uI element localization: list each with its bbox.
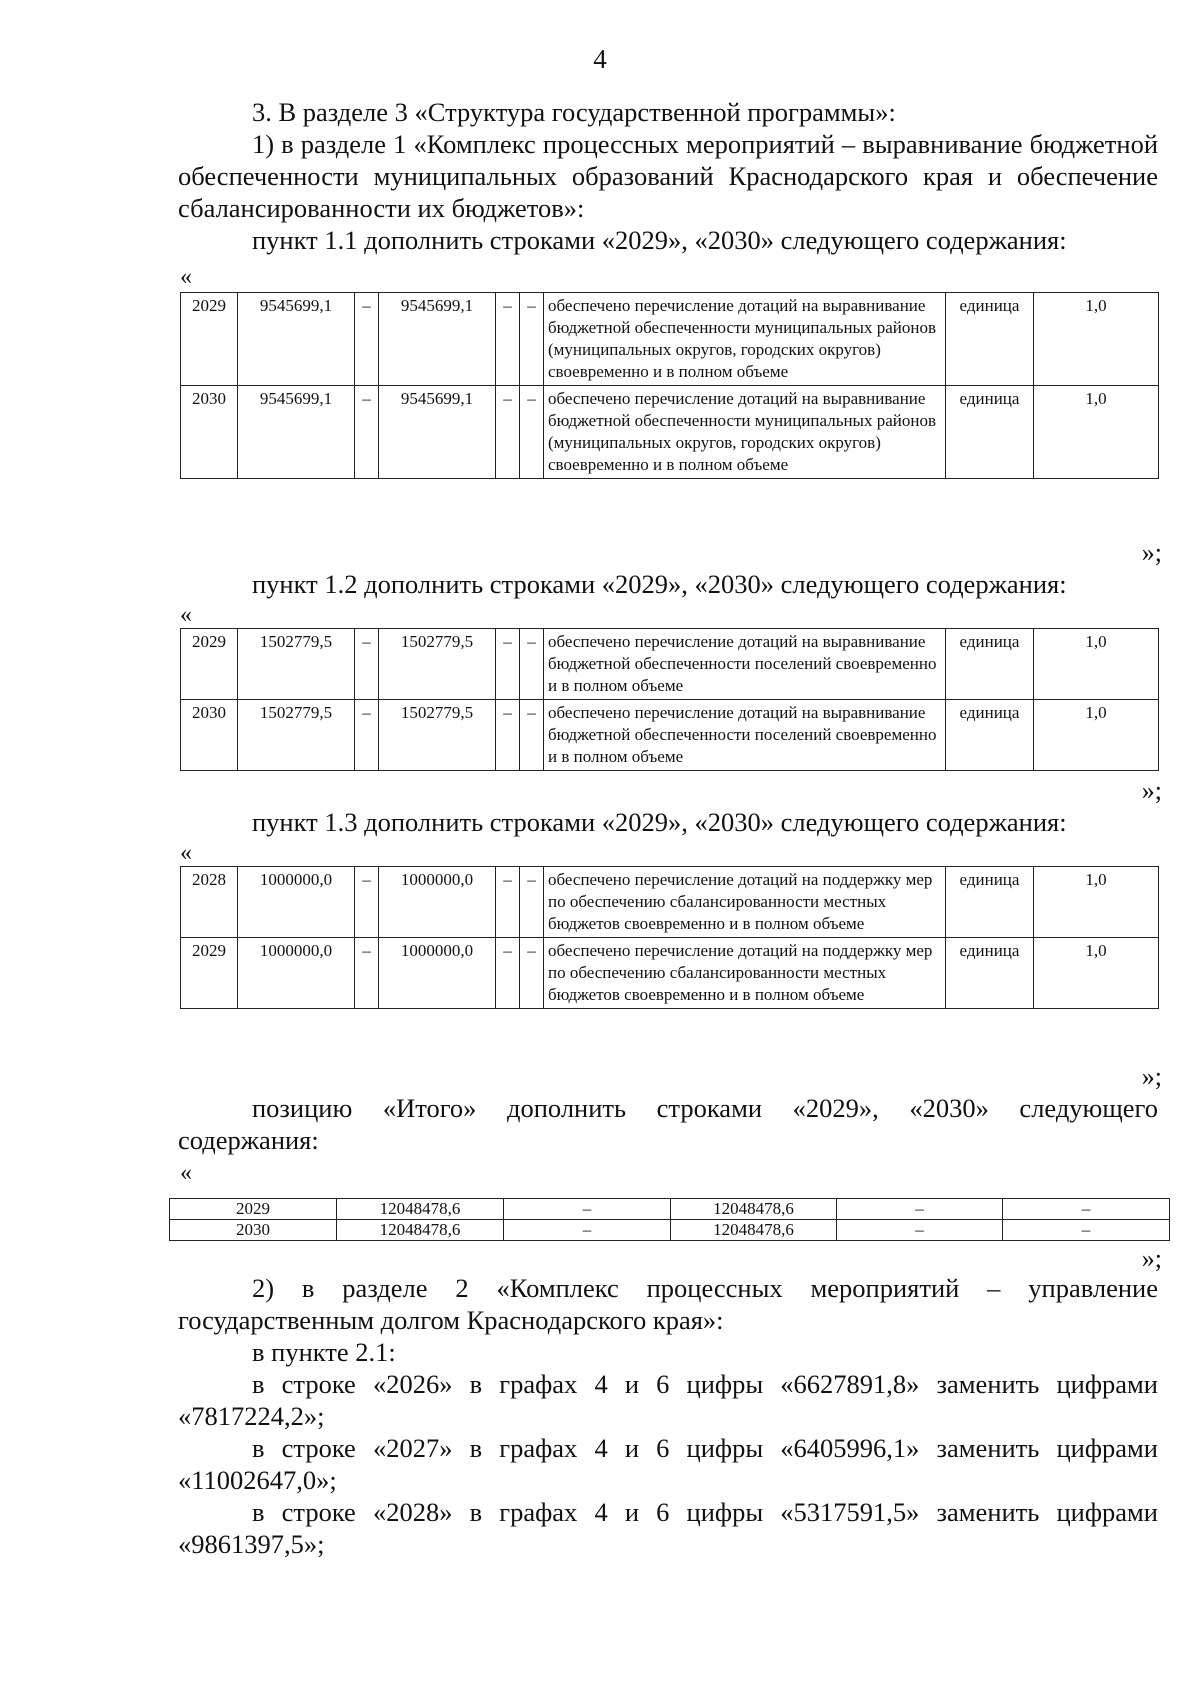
cell-year: 2029 (181, 629, 238, 700)
cell-year: 2030 (170, 1220, 337, 1241)
cell-col3: – (355, 293, 379, 386)
cell-col3: – (355, 386, 379, 479)
cell-col6: – (1003, 1220, 1170, 1241)
cell-year: 2030 (181, 386, 238, 479)
cell-total: 12048478,6 (337, 1220, 504, 1241)
cell-year: 2030 (181, 700, 238, 771)
cell-col3: – (355, 629, 379, 700)
cell-col3: – (355, 867, 379, 938)
cell-col5: – (496, 938, 520, 1009)
cell-total: 1502779,5 (238, 629, 355, 700)
cell-unit: единица (946, 629, 1034, 700)
table-item-1-2 (180, 628, 1159, 771)
table-row (181, 938, 1159, 1009)
cell-col5: – (496, 867, 520, 938)
cell-col3: – (355, 938, 379, 1009)
cell-col4: 1502779,5 (379, 700, 496, 771)
table-row (181, 629, 1159, 700)
item-1-3-text: пункт 1.3 дополнить строками «2029», «2030» следующего содержания: (252, 807, 1067, 837)
cell-col4: 12048478,6 (671, 1220, 837, 1241)
cell-col4: 9545699,1 (379, 386, 496, 479)
close-quote: »; (1141, 1062, 1162, 1091)
cell-year: 2029 (181, 938, 238, 1009)
cell-col6: – (520, 386, 544, 479)
cell-value: 1,0 (1034, 867, 1159, 938)
cell-col5: – (837, 1220, 1003, 1241)
close-quote: »; (1141, 776, 1162, 805)
cell-col6: – (1003, 1199, 1170, 1220)
cell-col4: 1000000,0 (379, 867, 496, 938)
cell-total: 9545699,1 (238, 386, 355, 479)
cell-value: 1,0 (1034, 938, 1159, 1009)
cell-col4: 9545699,1 (379, 293, 496, 386)
cell-total: 1000000,0 (238, 938, 355, 1009)
cell-col4: 1502779,5 (379, 629, 496, 700)
cell-year: 2028 (181, 867, 238, 938)
cell-col3: – (504, 1220, 671, 1241)
table-item-1-1 (180, 292, 1159, 479)
cell-col4: 12048478,6 (671, 1199, 837, 1220)
table-row (170, 1199, 1170, 1220)
cell-description: обеспечено перечисление дотаций на выравнивание бюджетной обеспеченности поселений своевременно и в полном объеме (544, 700, 946, 771)
table-row (181, 867, 1159, 938)
table-itogo (169, 1198, 1170, 1241)
close-quote: »; (1141, 538, 1162, 567)
table-item-1-3 (180, 866, 1159, 1009)
cell-value: 1,0 (1034, 700, 1159, 771)
cell-description: обеспечено перечисление дотаций на выравнивание бюджетной обеспеченности муниципальных районов (муниципальных округов, городских округов) своевременно и в полном объеме (544, 293, 946, 386)
cell-description: обеспечено перечисление дотаций на выравнивание бюджетной обеспеченности поселений своевременно и в полном объеме (544, 629, 946, 700)
subsection-2-text: 2) в разделе 2 «Комплекс процессных мероприятий – управление государственным долгом Краснодарского края»: (178, 1273, 1158, 1335)
page-number: 4 (593, 44, 607, 74)
cell-description: обеспечено перечисление дотаций на поддержку мер по обеспечению сбалансированности местных бюджетов своевременно и в полном объеме (544, 867, 946, 938)
replace-2027-text: в строке «2027» в графах 4 и 6 цифры «6405996,1» заменить цифрами «11002647,0»; (178, 1433, 1158, 1495)
cell-total: 1000000,0 (238, 867, 355, 938)
close-quote: »; (1141, 1244, 1162, 1273)
replace-2026-text: в строке «2026» в графах 4 и 6 цифры «6627891,8» заменить цифрами «7817224,2»; (178, 1369, 1158, 1431)
item-1-2-text: пункт 1.2 дополнить строками «2029», «2030» следующего содержания: (252, 569, 1067, 599)
replace-2028-text: в строке «2028» в графах 4 и 6 цифры «5317591,5» заменить цифрами «9861397,5»; (178, 1497, 1158, 1559)
cell-year: 2029 (170, 1199, 337, 1220)
table-row (170, 1220, 1170, 1241)
open-quote: « (180, 1160, 192, 1186)
cell-unit: единица (946, 867, 1034, 938)
itogo-text: позицию «Итого» дополнить строками «2029», «2030» следующего содержания: (178, 1093, 1158, 1155)
table-row (181, 386, 1159, 479)
cell-description: обеспечено перечисление дотаций на выравнивание бюджетной обеспеченности муниципальных районов (муниципальных округов, городских округов) своевременно и в полном объеме (544, 386, 946, 479)
section-3-heading: 3. В разделе 3 «Структура государственной программы»: (252, 97, 896, 127)
item-2-1-text: в пункте 2.1: (252, 1337, 396, 1367)
cell-col6: – (520, 293, 544, 386)
cell-unit: единица (946, 938, 1034, 1009)
cell-value: 1,0 (1034, 386, 1159, 479)
cell-col6: – (520, 700, 544, 771)
cell-unit: единица (946, 386, 1034, 479)
cell-value: 1,0 (1034, 293, 1159, 386)
cell-year: 2029 (181, 293, 238, 386)
cell-col5: – (496, 629, 520, 700)
cell-unit: единица (946, 700, 1034, 771)
open-quote: « (180, 264, 192, 290)
cell-col4: 1000000,0 (379, 938, 496, 1009)
cell-value: 1,0 (1034, 629, 1159, 700)
cell-col3: – (504, 1199, 671, 1220)
open-quote: « (180, 840, 192, 866)
cell-col5: – (496, 386, 520, 479)
cell-description: обеспечено перечисление дотаций на поддержку мер по обеспечению сбалансированности местных бюджетов своевременно и в полном объеме (544, 938, 946, 1009)
table-row (181, 700, 1159, 771)
cell-unit: единица (946, 293, 1034, 386)
cell-col6: – (520, 938, 544, 1009)
cell-col6: – (520, 867, 544, 938)
cell-total: 1502779,5 (238, 700, 355, 771)
cell-col5: – (837, 1199, 1003, 1220)
open-quote: « (180, 602, 192, 628)
cell-col5: – (496, 700, 520, 771)
subsection-1-text: 1) в разделе 1 «Комплекс процессных мероприятий – выравнивание бюджетной обеспеченности муниципальных образований Краснодарского края и обеспечение сбалансированности их бюджетов»: (178, 129, 1158, 223)
table-row (181, 293, 1159, 386)
item-1-1-text: пункт 1.1 дополнить строками «2029», «2030» следующего содержания: (252, 225, 1067, 255)
cell-col3: – (355, 700, 379, 771)
cell-total: 9545699,1 (238, 293, 355, 386)
cell-total: 12048478,6 (337, 1199, 504, 1220)
cell-col5: – (496, 293, 520, 386)
cell-col6: – (520, 629, 544, 700)
